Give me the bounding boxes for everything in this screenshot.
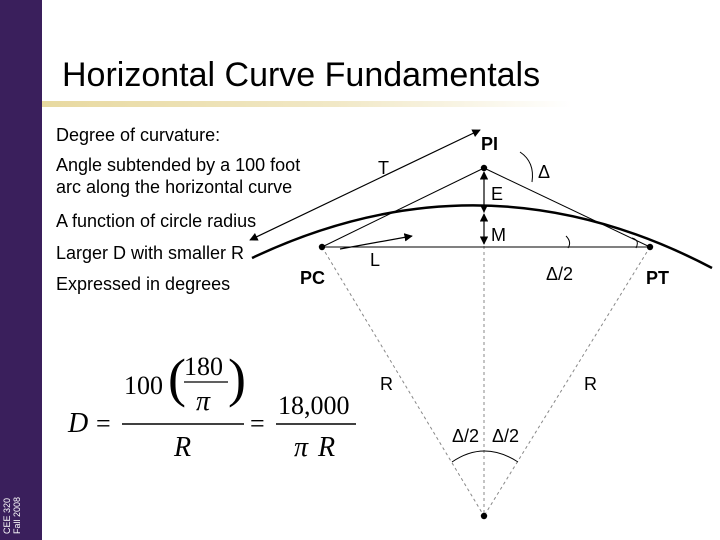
- l-label: L: [370, 250, 381, 270]
- m-label: M: [491, 225, 506, 245]
- r-label-right: R: [584, 374, 597, 394]
- pc-point: [319, 244, 325, 250]
- formula-equals-2: =: [250, 409, 265, 438]
- radius-line-right: [484, 247, 650, 516]
- center-point: [481, 513, 487, 519]
- e-label: E: [491, 184, 504, 204]
- bullet-line1b: arc along the horizontal curve: [56, 177, 293, 197]
- course-label-line2: Fall 2008: [12, 496, 22, 534]
- formula-numerator-2: 18,000: [278, 391, 350, 420]
- t-dimension-arrow: [250, 130, 480, 240]
- bullet-line3: Larger D with smaller R: [56, 243, 245, 263]
- center-angle-arc: [452, 451, 518, 462]
- r-label-left: R: [380, 374, 393, 394]
- pt-point: [647, 244, 653, 250]
- center-delta-label-left: Δ/2: [452, 426, 480, 446]
- delta-label: Δ: [538, 162, 551, 182]
- pi-label: PI: [481, 134, 499, 154]
- formula-den2-pi: π: [294, 432, 309, 463]
- page-title: Horizontal Curve Fundamentals: [62, 56, 541, 94]
- center-delta-label-right: Δ/2: [492, 426, 520, 446]
- tangent-line-left: [322, 168, 484, 247]
- formula-equals-1: =: [96, 409, 111, 438]
- formula-frac-bottom: π: [196, 386, 211, 417]
- pc-label: PC: [300, 268, 326, 288]
- formula-close-paren: ): [228, 348, 246, 408]
- formula-open-paren: (: [168, 348, 186, 408]
- pi-point: [481, 165, 487, 171]
- course-label-line1: CEE 320: [2, 497, 12, 534]
- radius-line-left: [322, 247, 484, 516]
- degree-of-curvature-formula: [67, 348, 356, 463]
- formula-denominator: R: [174, 432, 192, 463]
- bullet-line2: A function of circle radius: [56, 211, 257, 231]
- bullet-line1a: Angle subtended by a 100 foot: [56, 155, 301, 175]
- half-delta-arc-left: [566, 236, 570, 248]
- bullet-heading: Degree of curvature:: [56, 125, 221, 145]
- formula-lhs: D: [68, 408, 89, 439]
- formula-den2-r: R: [318, 432, 336, 463]
- bullet-line4: Expressed in degrees: [56, 274, 231, 294]
- pt-label: PT: [646, 268, 670, 288]
- formula-frac-top: 180: [184, 352, 223, 381]
- half-delta-label: Δ/2: [546, 264, 574, 284]
- delta-angle-arc: [520, 152, 533, 182]
- formula-coefficient: 100: [124, 371, 163, 400]
- t-label: T: [378, 158, 389, 178]
